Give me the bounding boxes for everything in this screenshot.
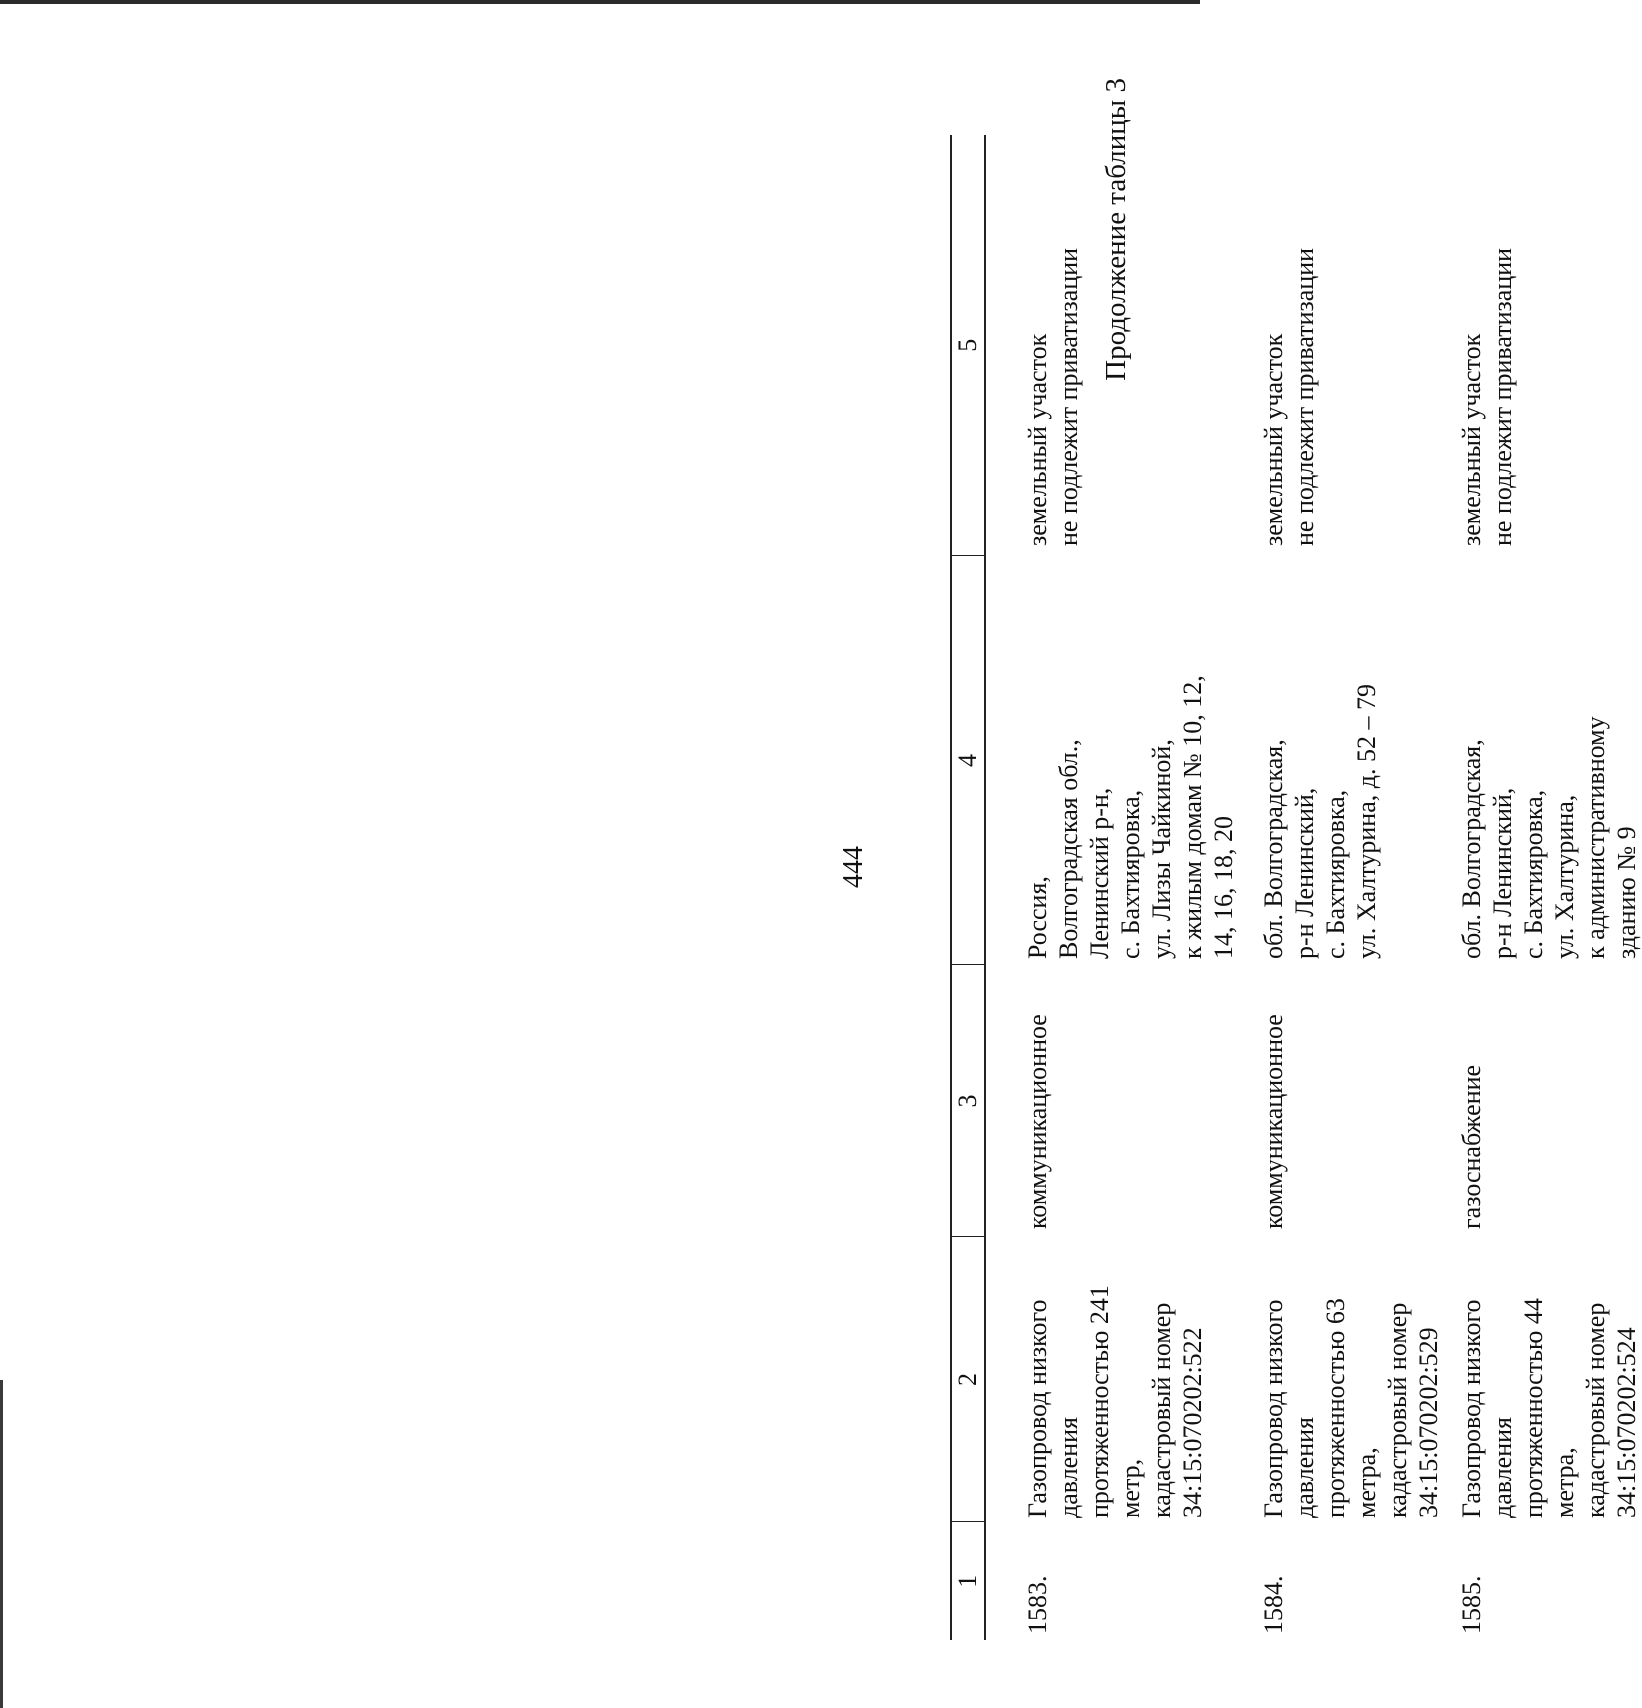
address-line: к административному xyxy=(1581,716,1610,959)
address-line: обл. Волгоградская, xyxy=(1457,739,1486,959)
address-line: 14, 16, 18, 20 xyxy=(1209,816,1238,959)
address-cell xyxy=(1444,556,1642,965)
property-table xyxy=(950,135,1642,1640)
object-name-line: 34:15:070202:522 xyxy=(1178,1327,1207,1518)
address-line: к жилым домам № 10, 12, xyxy=(1178,675,1207,959)
object-name-cell xyxy=(1444,1237,1642,1522)
object-name-line: 34:15:070202:524 xyxy=(1612,1327,1641,1518)
column-header: 1 xyxy=(951,1522,985,1640)
address-line: ул. Халтурина, д. 52 – 79 xyxy=(1352,684,1381,959)
address-line: р-н Ленинский, xyxy=(1290,787,1319,959)
note-cell xyxy=(1246,135,1444,556)
row-number-cell xyxy=(1444,1522,1642,1640)
column-header: 5 xyxy=(951,135,985,556)
object-name-line: кадастровый номер xyxy=(1581,1302,1610,1518)
object-name-line: кадастровый номер xyxy=(1383,1302,1412,1518)
object-name-cell xyxy=(1246,1237,1444,1522)
row-number-cell xyxy=(1246,1522,1444,1640)
object-name-line: кадастровый номер xyxy=(1147,1302,1176,1518)
object-name-cell xyxy=(985,1237,1246,1522)
address-line: зданию № 9 xyxy=(1612,826,1641,959)
object-name-line: протяженностью 241 метр, xyxy=(1085,1285,1145,1518)
address-line: Ленинский р-н, xyxy=(1085,787,1114,959)
table-continuation-title: Продолжение таблицы 3 xyxy=(1100,78,1132,381)
object-name-line: Газопровод низкого давления xyxy=(1457,1299,1517,1518)
address-line: с. Бахтияровка, xyxy=(1116,789,1145,959)
address-cell xyxy=(985,556,1246,965)
purpose-cell xyxy=(1444,965,1642,1237)
row-number-cell xyxy=(985,1522,1246,1640)
table-row xyxy=(1246,135,1444,1640)
address-line: р-н Ленинский, xyxy=(1488,787,1517,959)
note-line: не подлежит приватизации xyxy=(1054,247,1083,546)
purpose-cell xyxy=(985,965,1246,1237)
address-line: Россия, xyxy=(1023,876,1052,959)
table-row xyxy=(1444,135,1642,1640)
note-line: земельный участок xyxy=(1259,333,1288,546)
note-line: не подлежит приватизации xyxy=(1290,247,1319,546)
object-name-line: протяженностью 44 метра, xyxy=(1519,1298,1579,1518)
address-line: обл. Волгоградская, xyxy=(1259,739,1288,959)
purpose-text: коммуникационное xyxy=(1259,1014,1288,1229)
column-header: 2 xyxy=(951,1237,985,1522)
object-name-line: Газопровод низкого давления xyxy=(1023,1299,1083,1518)
note-line: не подлежит приватизации xyxy=(1488,247,1517,546)
object-name-line: Газопровод низкого давления xyxy=(1259,1299,1319,1518)
address-line: с. Бахтияровка, xyxy=(1519,789,1548,959)
column-number-header-row xyxy=(951,135,985,1640)
purpose-cell xyxy=(1246,965,1444,1237)
table-row xyxy=(985,135,1246,1640)
object-name-line: протяженностью 63 метра, xyxy=(1321,1298,1381,1518)
row-number: 1583. xyxy=(1023,1575,1052,1634)
address-line: ул. Халтурина, xyxy=(1550,794,1579,959)
page-number: 444 xyxy=(838,846,869,888)
address-line: Волгоградская обл., xyxy=(1054,739,1083,959)
object-name-line: 34:15:070202:529 xyxy=(1414,1327,1443,1518)
row-number: 1584. xyxy=(1259,1575,1288,1634)
purpose-text: коммуникационное xyxy=(1023,1014,1052,1229)
note-line: земельный участок xyxy=(1457,333,1486,546)
address-cell xyxy=(1246,556,1444,965)
note-cell xyxy=(1444,135,1642,556)
note-cell xyxy=(985,135,1246,556)
column-header: 3 xyxy=(951,965,985,1237)
purpose-text: газоснабжение xyxy=(1457,1064,1486,1229)
address-line: с. Бахтияровка, xyxy=(1321,789,1350,959)
row-number: 1585. xyxy=(1457,1575,1486,1634)
column-header: 4 xyxy=(951,556,985,965)
address-line: ул. Лизы Чайкиной, xyxy=(1147,739,1176,959)
note-line: земельный участок xyxy=(1023,333,1052,546)
